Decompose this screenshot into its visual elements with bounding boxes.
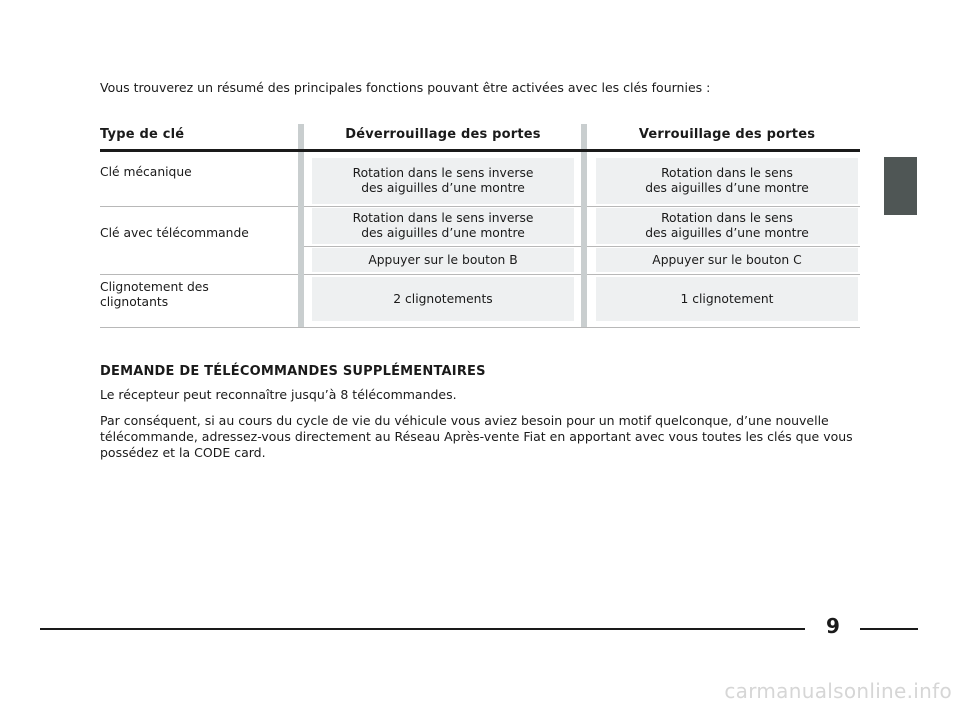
row-label-remote: Clé avec télécommande [100, 226, 249, 240]
row-divider [100, 274, 298, 275]
row-divider [587, 206, 860, 207]
paragraph: Le récepteur peut reconnaître jusqu’à 8 télécommandes. [100, 387, 457, 402]
section-title: DEMANDE DE TÉLÉCOMMANDES SUPPLÉMENTAIRES [100, 364, 486, 379]
cell-text: Rotation dans le sens inverse des aiguilles d’une montre [352, 211, 534, 240]
column-separator [298, 124, 304, 327]
intro-text: Vous trouverez un résumé des principales fonctions pouvant être activées avec les clés fournies : [100, 80, 711, 95]
cell-text: 2 clignotements [393, 291, 493, 306]
cell-text: Rotation dans le sens inverse des aiguilles d’une montre [352, 166, 534, 195]
cell-text: Appuyer sur le bouton C [652, 252, 802, 267]
header-lock: Verrouillage des portes [638, 127, 816, 142]
row-label-blinkers: Clignotement des clignotants [100, 280, 209, 309]
cell-unlock-blinks [312, 277, 574, 321]
footer-rule-right [860, 628, 918, 630]
cell-unlock-mechanical [312, 158, 574, 204]
table-bottom-rule [100, 327, 860, 328]
cell-unlock-remote-rotation [312, 208, 574, 244]
cell-lock-blinks [596, 277, 858, 321]
row-divider [304, 274, 581, 275]
row-divider [304, 246, 581, 247]
header-unlock: Déverrouillage des portes [345, 127, 541, 142]
row-label-mechanical: Clé mécanique [100, 165, 192, 179]
cell-text: Appuyer sur le bouton B [368, 252, 518, 267]
cell-lock-mechanical [596, 158, 858, 204]
cell-lock-remote-rotation [596, 208, 858, 244]
watermark: carmanualsonline.info [724, 679, 952, 703]
row-divider [100, 206, 298, 207]
cell-text: Rotation dans le sens des aiguilles d’une montre [645, 166, 809, 195]
chapter-tab [884, 157, 917, 215]
footer-rule-left [40, 628, 805, 630]
cell-unlock-remote-button [312, 248, 574, 272]
cell-text: Rotation dans le sens des aiguilles d’une montre [645, 211, 809, 240]
header-key-type: Type de clé [100, 127, 185, 142]
row-divider [304, 206, 581, 207]
row-divider [587, 274, 860, 275]
paragraph: Par conséquent, si au cours du cycle de vie du véhicule vous aviez besoin pour un motif quelconque, d’une nouvelle télécommande, adressez-vous directement au Réseau Après-vente Fiat en apportant avec vous toutes les clés que vous possédez et la CODE card. [100, 413, 853, 460]
key-functions-table [100, 124, 860, 330]
column-separator [581, 124, 587, 327]
page-number: 9 [826, 614, 840, 638]
row-divider [587, 246, 860, 247]
cell-lock-remote-button [596, 248, 858, 272]
header-rule [100, 149, 860, 152]
cell-text: 1 clignotement [680, 291, 774, 306]
